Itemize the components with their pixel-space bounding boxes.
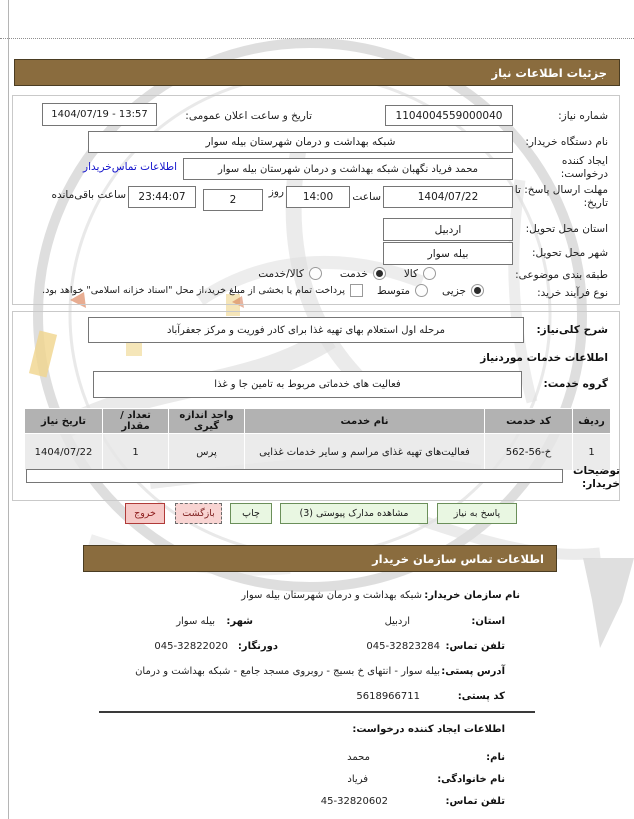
buyer-notes-field[interactable]: [26, 469, 563, 483]
goods-service-radio[interactable]: [309, 267, 322, 280]
print-button[interactable]: چاپ: [230, 503, 272, 524]
services-table: [24, 408, 611, 471]
postal-address-label: آدرس پستی:: [441, 666, 505, 677]
services-table-header-row: [25, 409, 611, 434]
delivery-province-field[interactable]: اردبیل: [383, 218, 513, 241]
deadline-date-field[interactable]: 1404/07/22: [383, 186, 513, 208]
treasury-checkbox-label: پرداخت تمام یا بخشی از مبلغ خرید،از محل "اسناد خزانه اسلامی" خواهد بود.: [42, 285, 346, 296]
buyer-org-field[interactable]: شبکه بهداشت و درمان شهرستان بیله سوار: [88, 131, 513, 153]
medium-radio[interactable]: [415, 284, 428, 297]
buyer-org-label: نام دستگاه خریدار:: [525, 136, 608, 148]
goods-service-radio-label: کالا/خدمت: [258, 267, 304, 280]
service-radio[interactable]: [373, 267, 386, 280]
contact-province-value: اردبیل: [384, 616, 410, 627]
classification-option-goods-service: [258, 267, 322, 280]
last-name-value: فریاد: [347, 774, 368, 785]
cell-service-name: فعالیت‌های تهیه غذای مراسم و سایر خدمات غذایی: [245, 434, 485, 471]
table-row: [25, 434, 611, 471]
cell-need-date: 1404/07/22: [25, 434, 103, 471]
cell-service-code: خ-56-562: [485, 434, 573, 471]
col-service-name: نام خدمت: [245, 409, 485, 434]
cell-unit: پرس: [169, 434, 245, 471]
contact-title-text: اطلاعات تماس سازمان خریدار: [372, 551, 544, 566]
classification-option-service: [340, 267, 386, 280]
fax-value: 045-32822020: [154, 641, 228, 652]
fax-label: دورنگار:: [237, 641, 278, 652]
col-service-code: کد خدمت: [485, 409, 573, 434]
classification-option-goods: [404, 267, 436, 280]
postal-code-value: 5618966711: [356, 691, 420, 702]
contact-title-bar: [83, 545, 557, 572]
need-number-field[interactable]: 1104004559000040: [385, 105, 513, 126]
contact-city-value: بیله سوار: [176, 616, 215, 627]
cell-quantity: 1: [103, 434, 169, 471]
medium-radio-label: متوسط: [377, 284, 411, 297]
process-option-minor: [442, 284, 484, 297]
last-name-label: نام خانوادگی:: [437, 774, 505, 785]
request-creator-field[interactable]: محمد فریاد نگهبان شبکه بهداشت و درمان شهرستان بیله سوار: [183, 158, 513, 180]
cell-row-number: 1: [573, 434, 611, 471]
delivery-city-label: شهر محل تحویل:: [532, 247, 608, 259]
col-row-number: ردیف: [573, 409, 611, 434]
remaining-time-field[interactable]: 23:44:07: [128, 186, 196, 208]
minor-radio-label: جزیی: [442, 284, 466, 297]
remaining-time-label: ساعت باقی‌مانده: [51, 189, 126, 201]
org-name-value: شبکه بهداشت و درمان شهرستان بیله سوار: [241, 590, 422, 601]
details-title-text: جزئیات اطلاعات نیاز: [491, 65, 607, 80]
service-radio-label: خدمت: [339, 267, 368, 280]
org-name-label: نام سازمان خریدار:: [424, 590, 520, 601]
creator-phone-value: 45-32820602: [320, 796, 388, 807]
delivery-province-label: استان محل تحویل:: [525, 223, 608, 235]
deadline-day-label: روز: [268, 186, 284, 198]
contact-phone-value: 045-32823284: [366, 641, 440, 652]
buyer-contact-link[interactable]: اطلاعات تماس‌خریدار: [83, 161, 177, 173]
postal-address-value: بیله سوار - انتهای خ بسیج - روبروی مسجد جامع - شبکه بهداشت و درمان: [135, 666, 440, 677]
deadline-hour-label: ساعت: [352, 191, 381, 203]
process-type-options: [42, 284, 484, 297]
section-divider: [99, 711, 535, 713]
need-number-label: شماره نیاز:: [558, 110, 608, 122]
announce-datetime-label: تاریخ و ساعت اعلان عمومی:: [185, 110, 312, 122]
col-unit: واحد اندازه گیری: [169, 409, 245, 434]
need-description-label: شرح کلی‌نیاز:: [536, 324, 608, 336]
contact-province-label: استان:: [471, 616, 505, 627]
col-quantity: تعداد / مقدار: [103, 409, 169, 434]
need-description-field[interactable]: مرحله اول استعلام بهای تهیه غذا برای کادر فوریت و مرکز جعفرآباد: [88, 317, 524, 343]
delivery-city-field[interactable]: بیله سوار: [383, 242, 513, 265]
respond-button[interactable]: پاسخ به نیاز: [437, 503, 517, 524]
treasury-checkbox[interactable]: [350, 284, 363, 297]
page-left-border: [8, 0, 9, 819]
details-title-bar: [14, 59, 620, 86]
deadline-time-field[interactable]: 14:00: [286, 186, 350, 208]
request-creator-label: ایجاد کننده درخواست:: [560, 155, 608, 181]
back-button[interactable]: بازگشت: [175, 503, 222, 524]
treasury-checkbox-option: [42, 284, 363, 297]
process-type-label: نوع فرآیند خرید:: [537, 287, 608, 299]
classification-label: طبقه بندی موضوعی:: [515, 269, 608, 281]
creator-phone-label: تلفن تماس:: [445, 796, 505, 807]
deadline-label: مهلت ارسال پاسخ: تا تاریخ:: [514, 184, 608, 210]
buyer-notes-label: توضیحات خریدار:: [572, 465, 620, 491]
view-attachments-button[interactable]: مشاهده مدارک پیوستی (3): [280, 503, 428, 524]
postal-code-label: کد پستی:: [457, 691, 505, 702]
minor-radio[interactable]: [471, 284, 484, 297]
service-group-label: گروه خدمت:: [543, 378, 608, 390]
first-name-label: نام:: [486, 752, 505, 763]
creator-info-header: اطلاعات ایجاد کننده درخواست:: [352, 724, 505, 735]
col-need-date: تاریخ نیاز: [25, 409, 103, 434]
top-dotted-divider: [0, 38, 634, 39]
required-services-header: اطلاعات خدمات موردنیاز: [480, 352, 608, 364]
service-group-field[interactable]: فعالیت های خدماتی مربوط به تامین جا و غذا: [93, 371, 522, 398]
goods-radio-label: کالا: [403, 267, 418, 280]
first-name-value: محمد: [347, 752, 370, 763]
deadline-days-field[interactable]: 2: [203, 189, 263, 211]
goods-radio[interactable]: [423, 267, 436, 280]
process-option-medium: [377, 284, 428, 297]
classification-options: [258, 267, 436, 280]
contact-phone-label: تلفن تماس:: [445, 641, 505, 652]
announce-datetime-field[interactable]: 1404/07/19 - 13:57: [42, 103, 157, 126]
contact-city-label: شهر:: [226, 616, 253, 627]
exit-button[interactable]: خروج: [125, 503, 165, 524]
